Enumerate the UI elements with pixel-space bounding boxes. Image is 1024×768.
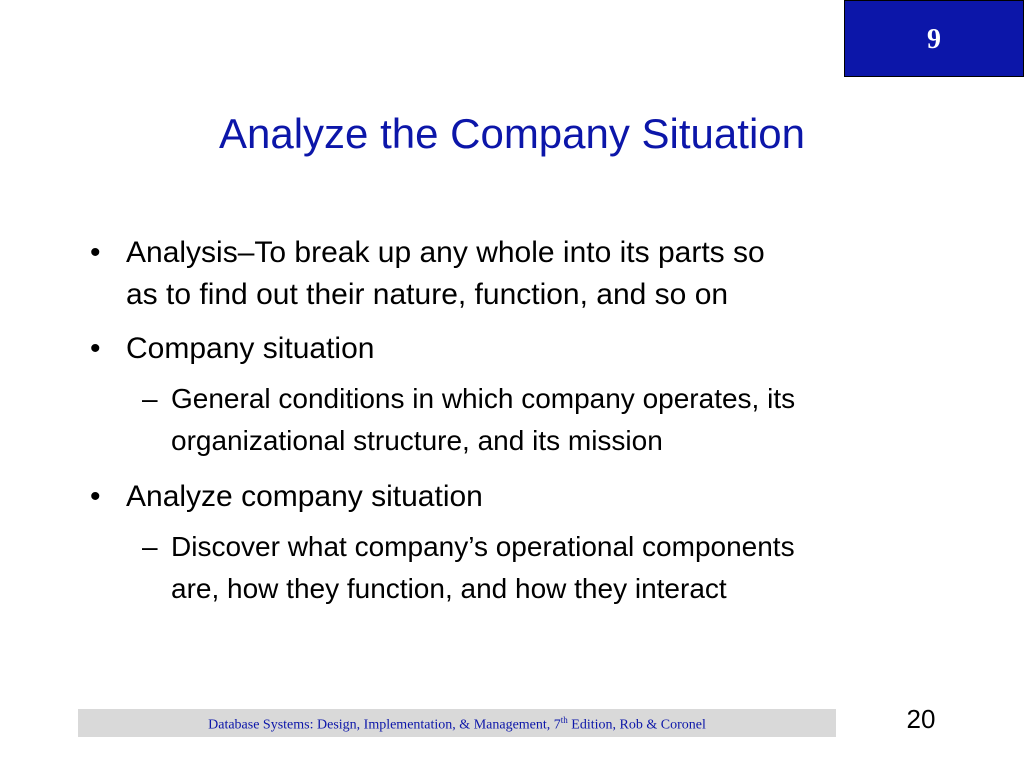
slide-title: Analyze the Company Situation bbox=[218, 110, 805, 157]
footer-citation bbox=[78, 715, 836, 734]
sub-bullet-discover-components bbox=[80, 526, 980, 610]
bullet-mark: • bbox=[90, 236, 101, 269]
bullet-analyze-company-situation bbox=[80, 476, 980, 518]
sub-bullet-text-line: Discover what company’s operational components bbox=[171, 531, 795, 562]
bullet-mark: • bbox=[90, 332, 101, 365]
page-number: 20 bbox=[906, 704, 936, 734]
sub-bullet-text-line: organizational structure, and its mission bbox=[171, 425, 663, 456]
bullet-text-line: Company situation bbox=[126, 332, 375, 365]
footer-text-tail: Edition, Rob & Coronel bbox=[567, 717, 706, 733]
sub-bullet-text-line: General conditions in which company operates, its bbox=[171, 383, 796, 414]
bullet-mark: • bbox=[90, 480, 101, 513]
bullet-analysis bbox=[80, 232, 980, 316]
footer-bar bbox=[78, 709, 836, 737]
bullet-text-line: Analyze company situation bbox=[126, 480, 483, 513]
footer-text-main: Database Systems: Design, Implementation, & Management, 7 bbox=[208, 717, 561, 733]
sub-bullet-mark: – bbox=[142, 531, 158, 562]
bullet-company-situation bbox=[80, 328, 980, 370]
footer-superscript: th bbox=[560, 715, 568, 725]
sub-bullet-general-conditions bbox=[80, 378, 980, 462]
slide-body bbox=[80, 232, 980, 624]
bullet-text-line: Analysis–To break up any whole into its parts so bbox=[126, 236, 765, 269]
sub-bullet-mark: – bbox=[142, 383, 158, 414]
chapter-badge bbox=[844, 0, 1024, 77]
sub-bullet-text-line: are, how they function, and how they interact bbox=[171, 573, 727, 604]
bullet-text-line: as to find out their nature, function, and so on bbox=[126, 278, 729, 311]
chapter-number: 9 bbox=[927, 24, 941, 55]
